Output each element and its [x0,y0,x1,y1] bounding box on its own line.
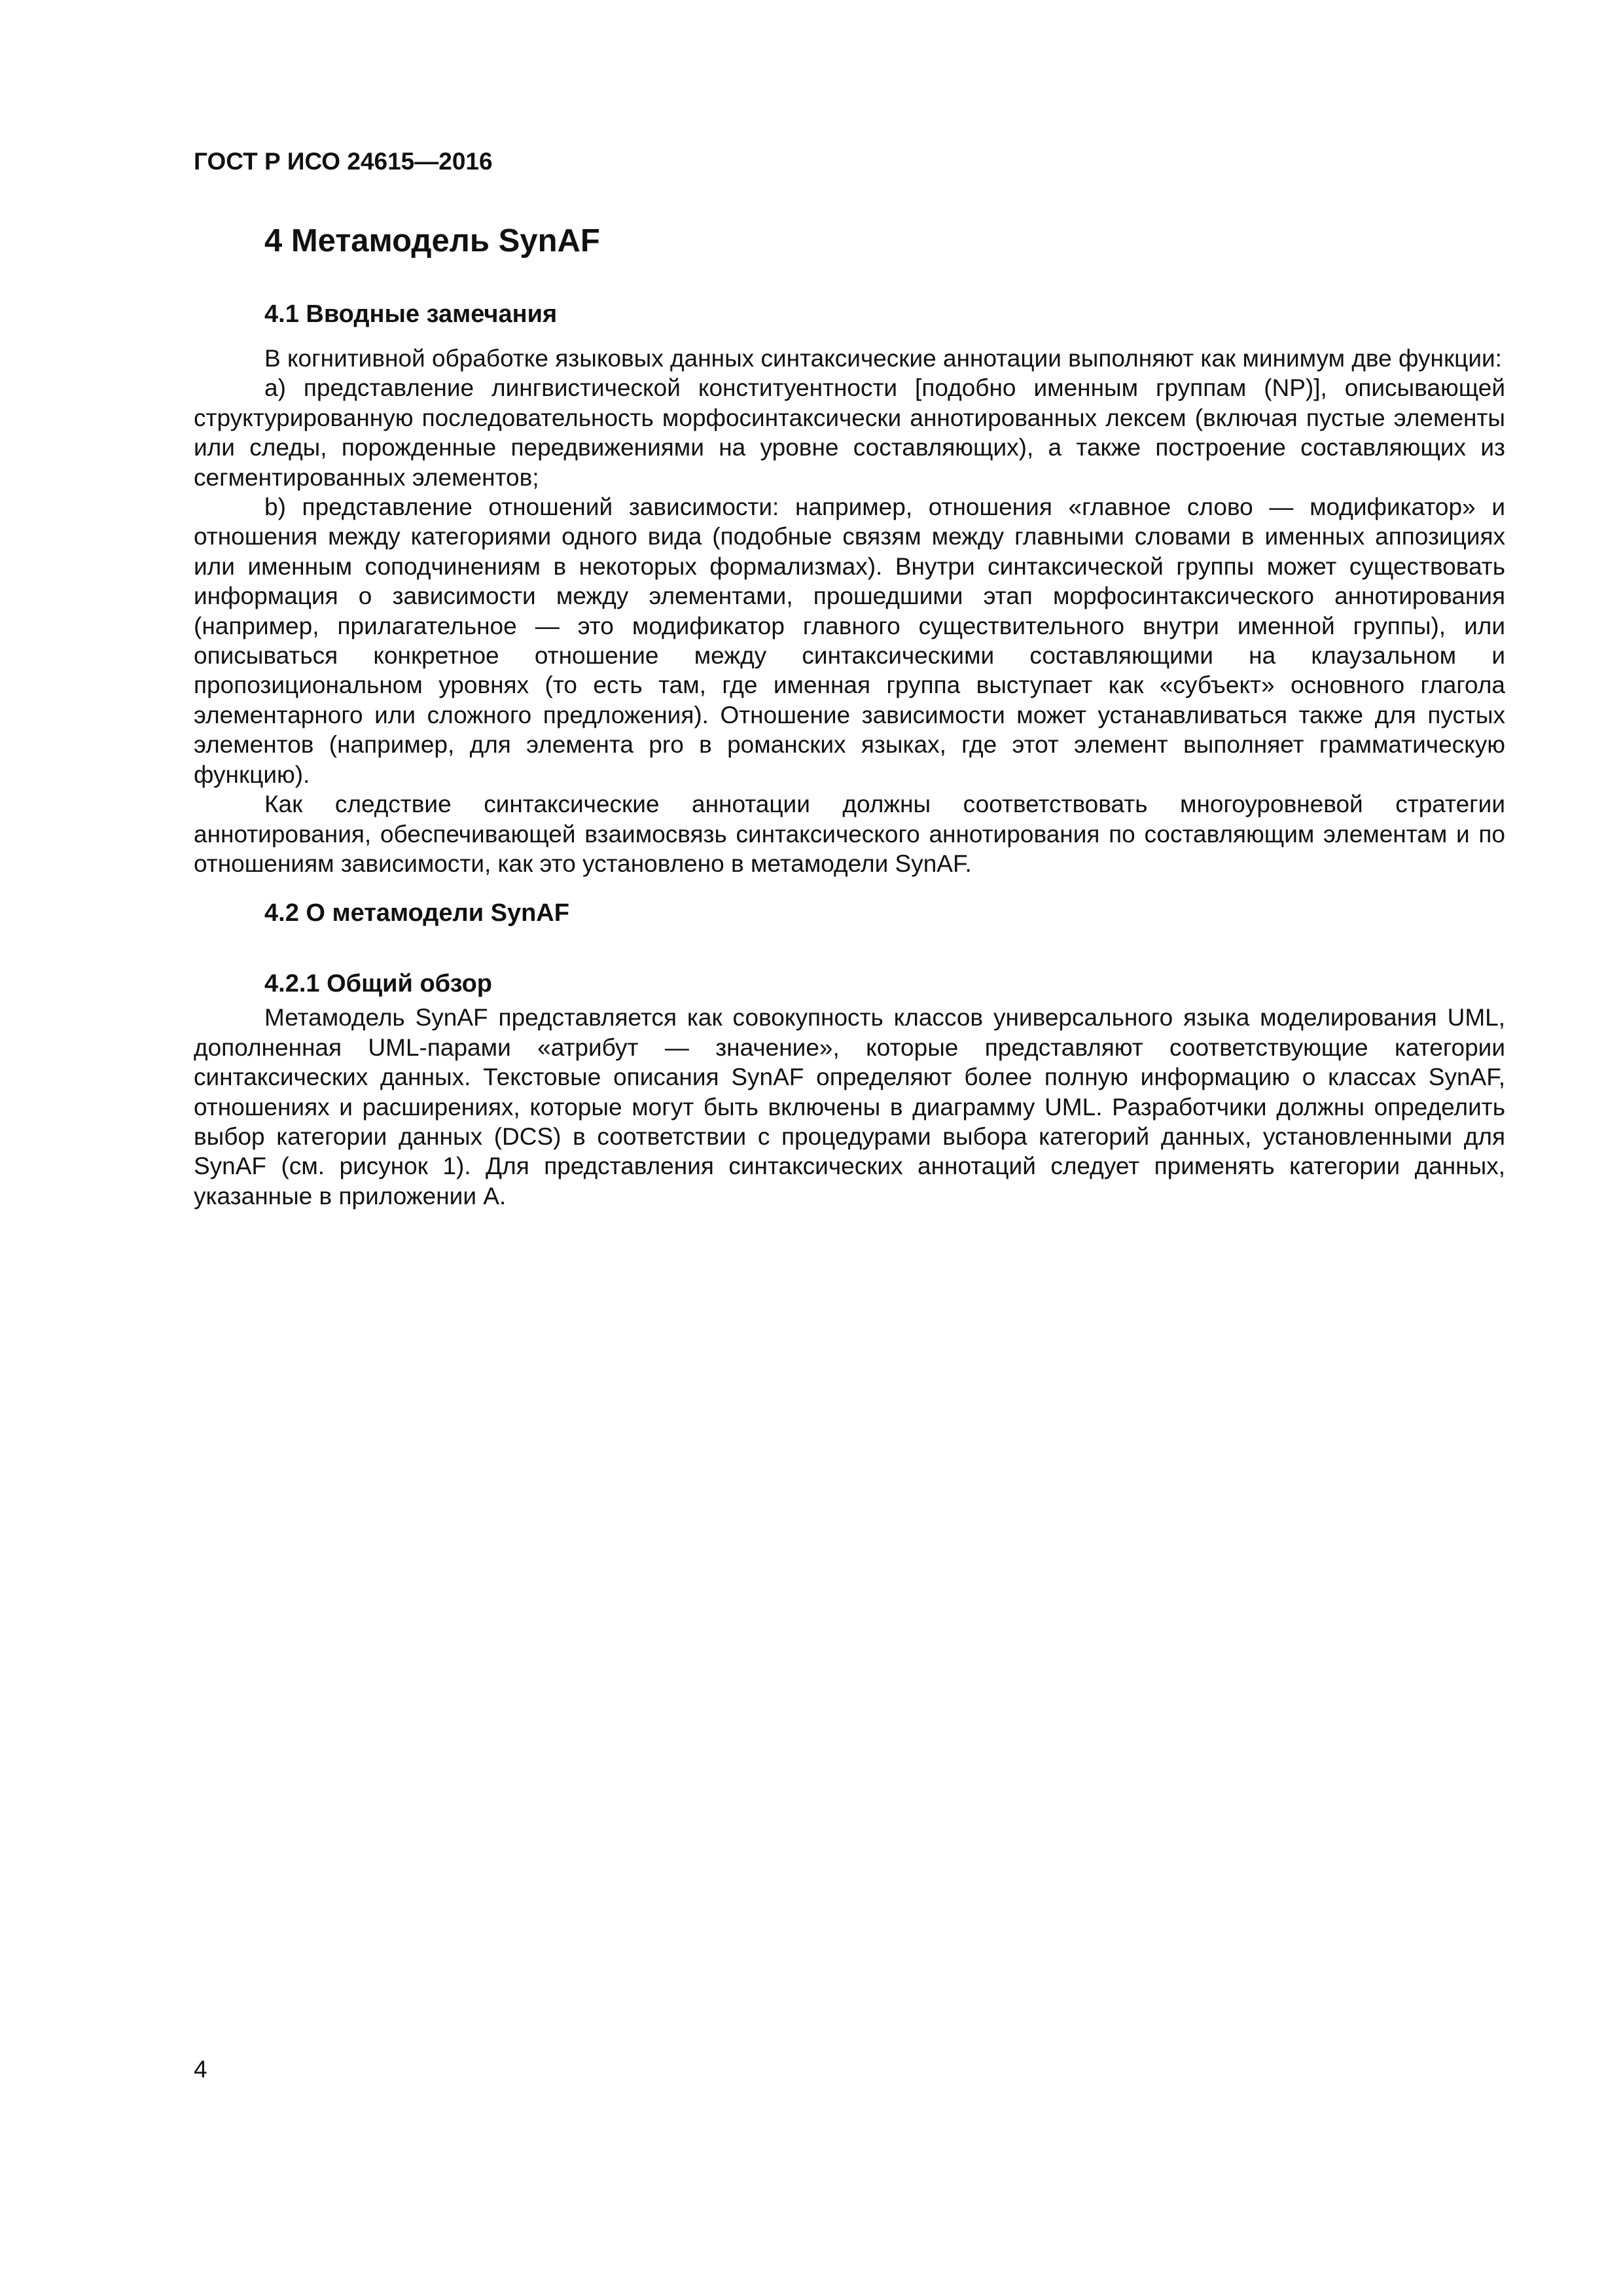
paragraph: Метамодель SynAF представляется как совокупность классов универсального языка моделирования UML, дополненная UML-парами «атрибут — значение», которые представляют соответствующие категории синтаксических данных. Текстовые описания SynAF определяют более полную информацию о классах SynAF, отношениях и расширениях, которые могут быть включены в диаграмму UML. Разработчики должны определить выбор категории данных (DCS) в соответствии с процедурами выбора категорий данных, установленными для SynAF (см. рисунок 1). Для представления синтаксических аннотаций следует применять категории данных, указанные в приложении А. [194,1004,1505,1210]
page-content [194,147,1505,1211]
paragraph: Как следствие синтаксические аннотации должны соответствовать многоуровневой стратегии аннотирования, обеспечивающей взаимосвязь синтаксического аннотирования по составляющим элементам и по отношениям зависимости, как это установлено в метамодели SynAF. [194,791,1505,877]
subsection-title-4-2-1: 4.2.1 Общий обзор [264,970,492,998]
list-item-b: b) представление отношений зависимости: например, отношения «главное слово — модификатор» и отношения между категориями одного вида (подобные связям между главными словами в именных аппозициях или именным соподчинениям в некоторых формализмах). Внутри синтаксической группы может существовать информация о зависимости между элементами, прошедшими этап морфосинтаксического аннотирования (например, прилагательное — это модификатор главного существительного внутри именной группы), или описываться конкретное отношение между синтаксическими составляющими на клаузальном и пропозициональном уровнях (то есть там, где именная группа выступает как «субъект» основного глагола элементарного или сложного предложения). Отношение зависимости может устанавливаться также для пустых элементов (например, для элемента pro в романских языках, где этот элемент выполняет грамматическую функцию). [194,493,1505,788]
page-number: 4 [194,2056,207,2083]
subsection-title-4-2: 4.2 О метамодели SynAF [264,899,569,927]
document-header: ГОСТ Р ИСО 24615—2016 [194,148,493,175]
list-item-a: a) представление лингвистической конституентности [подобно именным группам (NP)], описывающей структурированную последовательность морфосинтаксически аннотированных лексем (включая пустые элементы или следы, порожденные передвижениями на уровне составляющих), а также построение составляющих из сегментированных элементов; [194,374,1505,491]
subsection-title-4-1: 4.1 Вводные замечания [264,300,558,328]
paragraph: В когнитивной обработке языковых данных синтаксические аннотации выполняют как минимум две функции: [264,345,1502,372]
section-title: 4 Метамодель SynAF [264,223,600,259]
